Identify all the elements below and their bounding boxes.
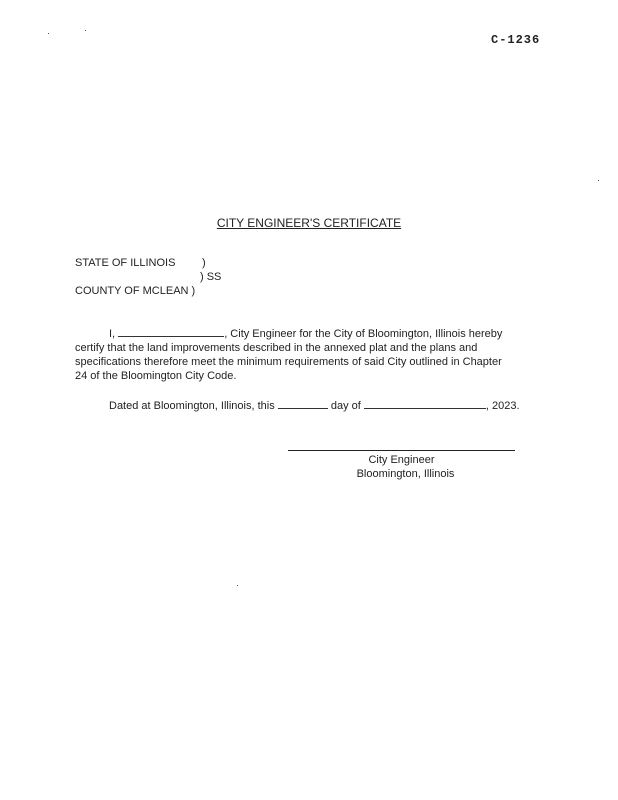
month-blank xyxy=(364,398,486,409)
body-line-2: certify that the land improvements described in the annexed plat and the plans and xyxy=(75,342,478,354)
scan-speck xyxy=(598,180,599,181)
venue-county: COUNTY OF MCLEAN ) xyxy=(75,285,196,297)
body-line-1-suffix: , City Engineer for the City of Bloomington, Illinois hereby xyxy=(224,328,503,340)
document-number: C-1236 xyxy=(491,33,541,47)
venue-ss: ) SS xyxy=(200,271,222,283)
signature-line xyxy=(288,450,515,451)
scan-speck xyxy=(237,585,238,586)
body-line-1 xyxy=(75,326,545,341)
body-line-3: specifications therefore meet the minimum requirements of said City outlined in Chapter xyxy=(75,356,502,368)
dated-prefix: Dated at Bloomington, Illinois, this xyxy=(109,400,275,412)
signer-title: City Engineer xyxy=(368,454,435,466)
engineer-name-blank xyxy=(118,326,224,337)
dated-line xyxy=(109,398,520,412)
dated-middle: day of xyxy=(330,400,361,412)
scan-speck xyxy=(85,30,86,31)
body-line-1-prefix: I, xyxy=(109,328,116,340)
certificate-title: CITY ENGINEER'S CERTIFICATE xyxy=(216,216,402,230)
scan-speck xyxy=(48,33,49,34)
venue-state: STATE OF ILLINOIS xyxy=(75,257,176,269)
day-blank xyxy=(278,398,328,409)
venue-state-bracket: ) xyxy=(202,257,206,269)
certificate-body xyxy=(75,326,545,383)
signer-location: Bloomington, Illinois xyxy=(356,468,455,480)
dated-suffix: , 2023. xyxy=(485,400,520,412)
body-line-4: 24 of the Bloomington City Code. xyxy=(75,370,237,382)
